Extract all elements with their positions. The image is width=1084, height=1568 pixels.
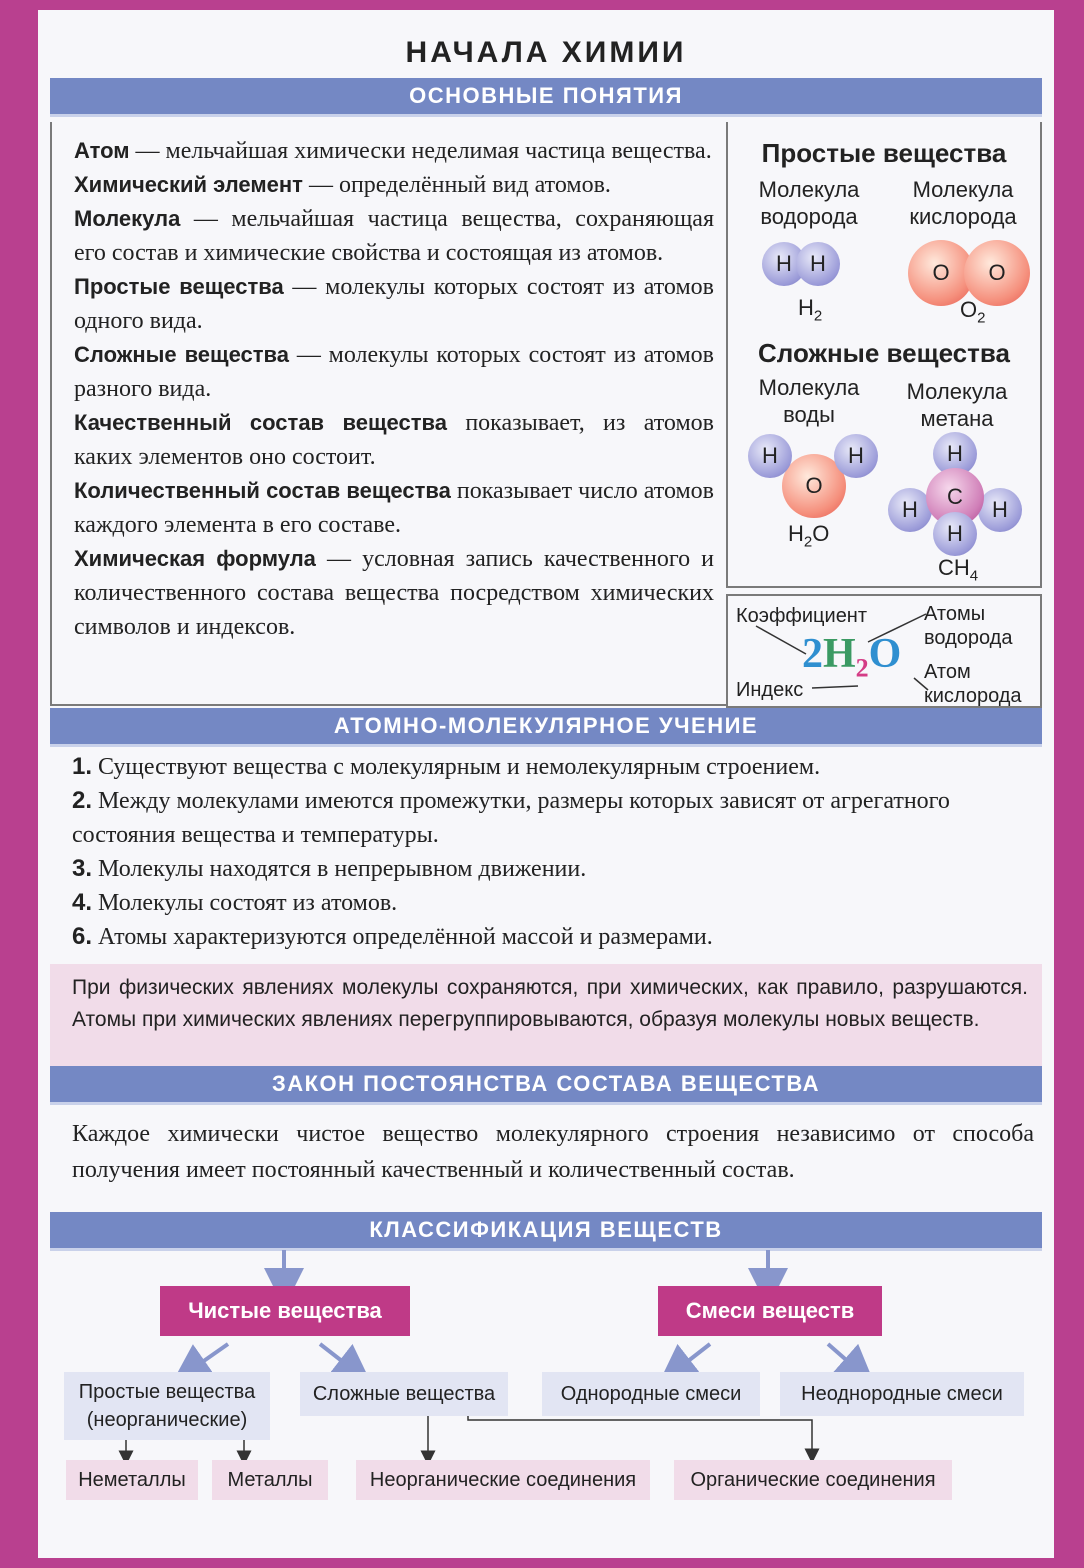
h2-molecule-label: Молекула водорода [758, 177, 860, 229]
reference-card [38, 10, 1054, 1558]
molecules-panel [726, 122, 1042, 588]
definition-text: — молекулы которых состоят из атомов разного вида. [74, 342, 714, 402]
list-item-text: Существуют вещества с молекулярным и немолекулярным строением. [92, 754, 821, 780]
definition-item [74, 270, 714, 338]
atomic-theory-list [72, 750, 1032, 954]
phenomena-note: При физических явлениях молекулы сохраняются, при химических, как правило, разрушаются. Атомы при химических явлениях перегруппировываются, образуя молекулы новых веществ. [50, 964, 1042, 1070]
list-item [72, 784, 1032, 852]
mixtures-box: Смеси веществ [658, 1286, 882, 1336]
hydrogen-atom-icon: H [933, 512, 977, 556]
ch4-molecule-label: Молекула метана [906, 379, 1008, 431]
h2o-molecule-label: Молекула воды [758, 375, 860, 427]
definition-item [74, 134, 714, 168]
definition-item [74, 168, 714, 202]
section-law-header: ЗАКОН ПОСТОЯНСТВА СОСТАВА ВЕЩЕСТВА [50, 1066, 1042, 1102]
inorganic-compounds-box: Неорганические соединения [356, 1460, 650, 1500]
homogeneous-mixtures-box: Однородные смеси [542, 1372, 760, 1416]
hydrogen-atom-icon: H [834, 434, 878, 478]
formula-diagram [726, 594, 1042, 708]
list-item-text: Молекулы находятся в непрерывном движении. [92, 856, 587, 882]
definition-item [74, 406, 714, 474]
definition-text: — условная запись качественного и количественного состава вещества посредством химических символов и индексов. [74, 546, 714, 640]
definition-text: — молекулы которых состоят из атомов одного вида. [74, 274, 714, 334]
list-item-number: 4. [72, 889, 93, 916]
heterogeneous-mixtures-box: Неоднородные смеси [780, 1372, 1024, 1416]
definition-text: показывает число атомов каждого элемента в его составе. [74, 478, 714, 538]
definition-term: Качественный состав вещества [74, 410, 447, 435]
complex-substances-box: Сложные вещества [300, 1372, 508, 1416]
law-text: Каждое химически чистое вещество молекулярного строения независимо от способа получения имеет постоянный качественный и количественный состав. [72, 1121, 1034, 1183]
oxygen-atom-label: Атом кислорода [924, 661, 1022, 707]
list-item [72, 750, 1032, 784]
oxygen-atom-icon: O [782, 454, 846, 518]
organic-compounds-box: Органические соединения [674, 1460, 952, 1500]
o2-molecule-label: Молекула кислорода [909, 177, 1017, 229]
list-item-number: 2. [72, 787, 93, 814]
pure-substances-box: Чистые вещества [160, 1286, 410, 1336]
formula-h2o: $2H_2O$ [802, 631, 902, 683]
index-label: Индекс [736, 679, 804, 701]
metals-box: Металлы [212, 1460, 328, 1500]
definition-term: Сложные вещества [74, 342, 290, 367]
definition-term: Молекула [74, 206, 181, 231]
list-item-number: 1. [72, 753, 93, 780]
section-atomic-header: АТОМНО-МОЛЕКУЛЯРНОЕ УЧЕНИЕ [50, 708, 1042, 744]
definition-text: показывает, из атомов каких элементов оно состоит. [74, 410, 714, 470]
classification-arrows [38, 1248, 1054, 1488]
definitions-panel [50, 122, 726, 706]
h2-formula: $H_2$ [798, 295, 823, 325]
definition-text: — мельчайшая частица вещества, сохраняющая его состав и химические свойства и состоящая из атомов. [74, 206, 714, 266]
ch4-formula: $CH_4$ [938, 555, 979, 585]
list-item [72, 886, 1032, 920]
definition-term: Химический элемент [74, 172, 303, 197]
nonmetals-box: Неметаллы [66, 1460, 198, 1500]
list-item [72, 852, 1032, 886]
section-basic-header: ОСНОВНЫЕ ПОНЯТИЯ [50, 78, 1042, 114]
hydrogen-atom-icon: H [748, 434, 792, 478]
o2-formula: $O_2$ [960, 297, 986, 327]
oxygen-atom-icon: O [908, 240, 974, 306]
definition-term: Химическая формула [74, 546, 316, 571]
definition-term: Количественный состав вещества [74, 478, 451, 503]
definition-term: Атом [74, 138, 130, 163]
oxygen-atom-icon: O [964, 240, 1030, 306]
list-item-number: 3. [72, 855, 93, 882]
complex-substances-heading: Сложные вещества [758, 338, 1010, 368]
hydrogen-atoms-label: Атомы водорода [924, 603, 1013, 649]
definition-item [74, 338, 714, 406]
definition-term: Простые вещества [74, 274, 284, 299]
hydrogen-atom-icon: H [888, 488, 932, 532]
hydrogen-atom-icon: H [796, 242, 840, 286]
definition-text: — мельчайшая химически неделимая частица вещества. [129, 138, 712, 164]
definition-item [74, 542, 714, 644]
hydrogen-atom-icon: H [978, 488, 1022, 532]
definition-item [74, 202, 714, 270]
list-item-text: Атомы характеризуются определённой массой и размерами. [92, 924, 713, 950]
page-title: НАЧАЛА ХИМИИ [405, 36, 687, 69]
h2o-formula: $H_2O$ [788, 521, 830, 551]
hydrogen-atom-icon: H [762, 242, 806, 286]
simple-substances-box: Простые вещества (неорганические) [64, 1372, 270, 1440]
hydrogen-atom-icon: H [933, 432, 977, 476]
list-item-text: Между молекулами имеются промежутки, размеры которых зависят от агрегатного состояния вещества и температуры. [72, 788, 950, 848]
definition-text: — определённый вид атомов. [302, 172, 611, 198]
section-classification-header: КЛАССИФИКАЦИЯ ВЕЩЕСТВ [50, 1212, 1042, 1248]
list-item [72, 920, 1032, 954]
list-item-number: 6. [72, 923, 93, 950]
list-item-text: Молекулы состоят из атомов. [92, 890, 398, 916]
simple-substances-heading: Простые вещества [761, 138, 1007, 168]
carbon-atom-icon: C [926, 468, 984, 526]
coefficient-label: Коэффициент [736, 605, 868, 627]
definition-item [74, 474, 714, 542]
